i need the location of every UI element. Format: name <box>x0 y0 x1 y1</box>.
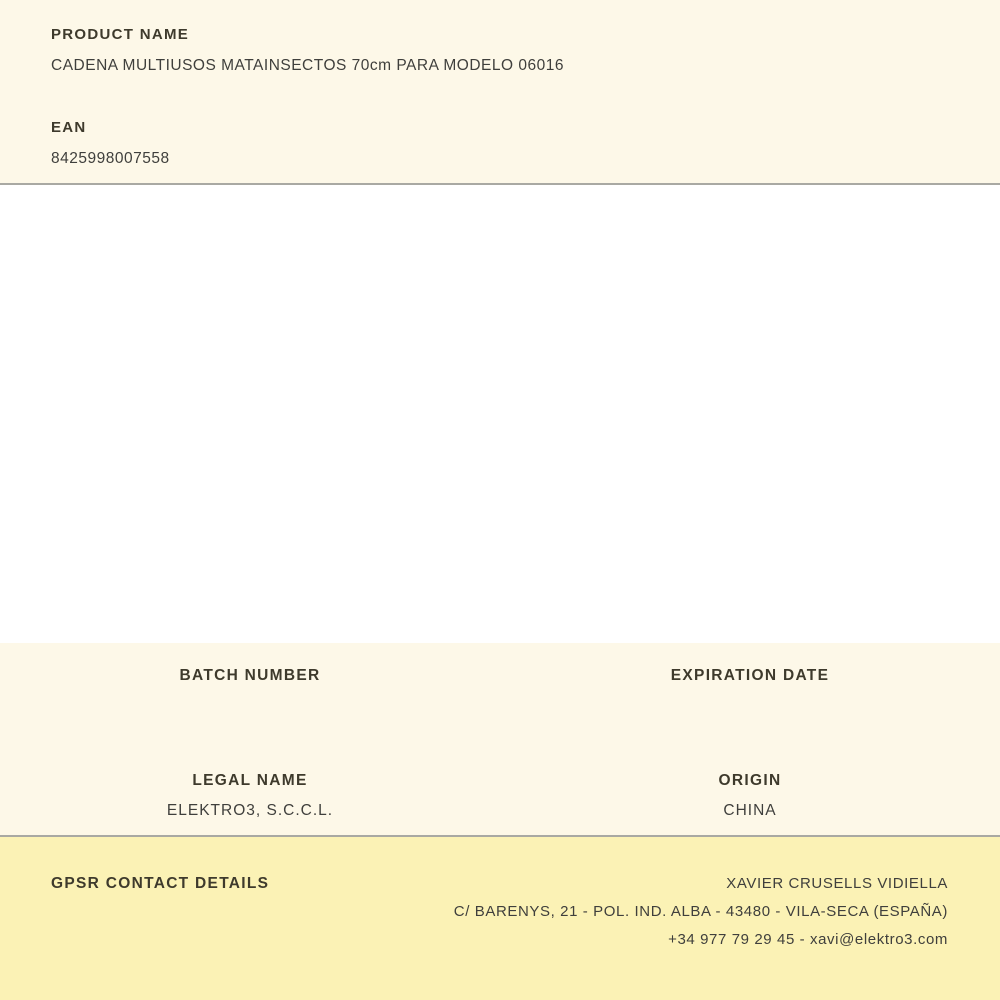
gpsr-contact-section <box>0 837 1000 1000</box>
legal-name-value: ELEKTRO3, S.C.C.L. <box>166 802 334 819</box>
origin-value: CHINA <box>723 802 777 819</box>
contact-address: C/ BARENYS, 21 - POL. IND. ALBA - 43480 - VILA-SECA (ESPAÑA) <box>453 903 948 920</box>
ean-label: EAN <box>51 119 87 136</box>
product-name-block <box>51 27 949 75</box>
legal-name-field <box>0 773 500 835</box>
origin-label: ORIGIN <box>718 772 782 789</box>
details-section <box>0 643 1000 837</box>
gpsr-contact-title: GPSR CONTACT DETAILS <box>51 875 270 892</box>
expiration-date-value <box>500 697 1000 715</box>
batch-number-value <box>0 697 500 715</box>
expiration-date-label: EXPIRATION DATE <box>670 667 830 684</box>
contact-person-name: XAVIER CRUSELLS VIDIELLA <box>726 875 948 892</box>
blank-image-area <box>0 185 1000 643</box>
batch-number-label: BATCH NUMBER <box>179 667 321 684</box>
batch-number-field <box>0 668 500 730</box>
contact-phone-email: +34 977 79 29 45 - xavi@elektro3.com <box>668 931 948 948</box>
legal-name-label: LEGAL NAME <box>192 772 308 789</box>
origin-field <box>500 773 1000 835</box>
product-name-value: CADENA MULTIUSOS MATAINSECTOS 70cm PARA MODELO 06016 <box>51 57 564 74</box>
product-identification-section <box>0 0 1000 185</box>
expiration-date-field <box>500 668 1000 730</box>
gpsr-contact-lines <box>454 874 948 958</box>
ean-block <box>51 120 949 168</box>
ean-value: 8425998007558 <box>51 150 170 167</box>
product-name-label: PRODUCT NAME <box>51 26 190 43</box>
